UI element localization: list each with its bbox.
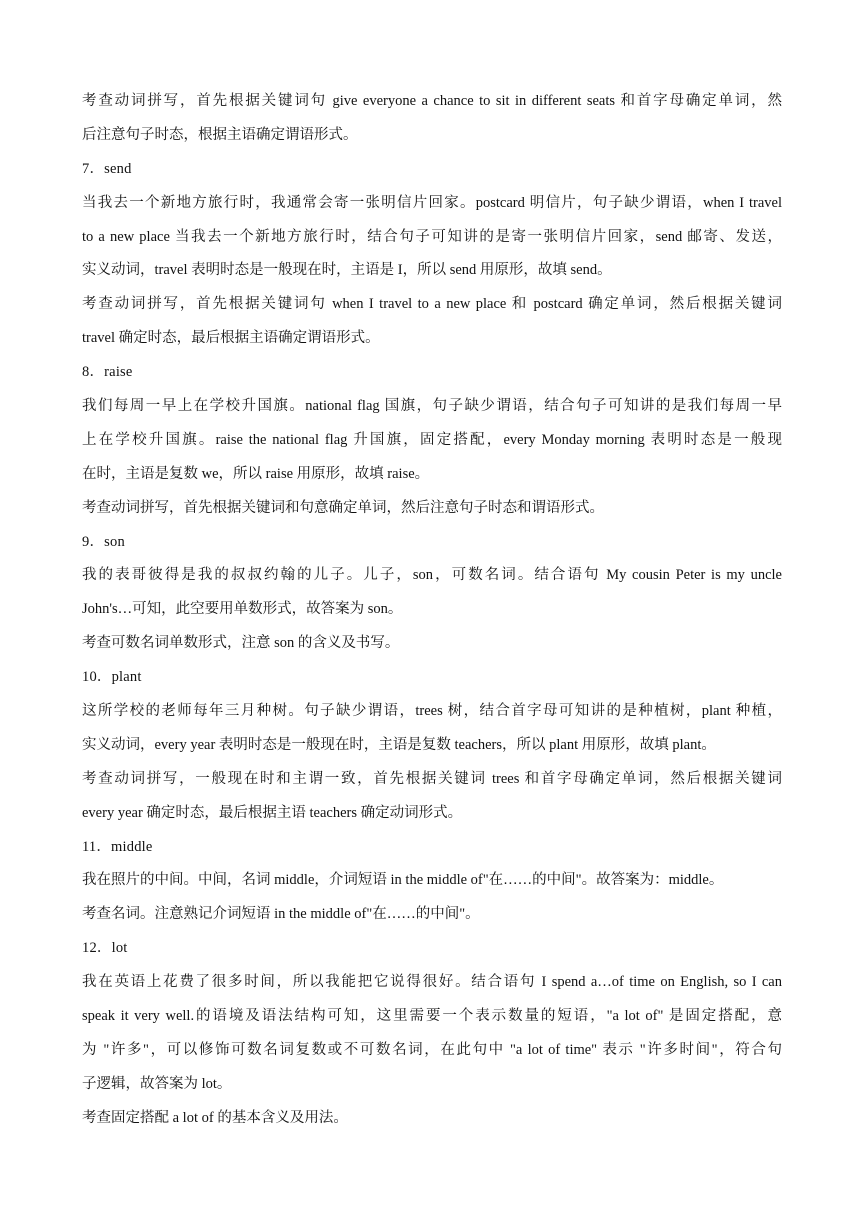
paragraph-line: 子逻辑，故答案为 lot。	[82, 1075, 232, 1092]
paragraph-line: 我在英语上花费了很多时间，所以我能把它说得很好。结合语句 I spend a…of time on English, so I can	[82, 974, 782, 991]
paragraph-line: 考查固定搭配 a lot of 的基本含义及用法。	[82, 1109, 348, 1126]
question-heading	[82, 356, 782, 390]
paragraph-line: 考查动词拼写，一般现在时和主谓一致，首先根据关键词 trees 和首字母确定单词，然后根据关键词	[82, 770, 782, 787]
paragraph-line: every year 确定时态，最后根据主语 teachers 确定动词形式。	[82, 804, 463, 821]
explanation-paragraph	[82, 898, 782, 932]
explanation-paragraph	[82, 864, 782, 898]
explanation-paragraph	[82, 85, 782, 153]
paragraph-line: 这所学校的老师每年三月种树。句子缺少谓语，trees 树，结合首字母可知讲的是种植树，plant 种植，	[82, 703, 782, 720]
explanation-paragraph	[82, 288, 782, 356]
explanation-paragraph	[82, 763, 782, 831]
explanation-paragraph	[82, 966, 782, 1102]
paragraph-line: 为 "许多"，可以修饰可数名词复数或不可数名词，在此句中 "a lot of time" 表示 "许多时间"，符合句	[82, 1041, 782, 1058]
explanation-paragraph	[82, 559, 782, 627]
question-heading	[82, 526, 782, 560]
paragraph-line: 我在照片的中间。中间，名词 middle，介词短语 in the middle of"在……的中间"。故答案为：middle。	[82, 872, 724, 889]
document-body	[82, 85, 782, 1136]
explanation-paragraph	[82, 627, 782, 661]
explanation-paragraph	[82, 1102, 782, 1136]
question-heading	[82, 831, 782, 865]
paragraph-line: 当我去一个新地方旅行时，我通常会寄一张明信片回家。postcard 明信片，句子缺少谓语，when I travel	[82, 194, 782, 211]
heading-text: 11．middle	[82, 838, 153, 855]
paragraph-line: 我们每周一早上在学校升国旗。national flag 国旗，句子缺少谓语，结合句子可知讲的是我们每周一早	[82, 398, 782, 415]
question-heading	[82, 932, 782, 966]
paragraph-line: 实义动词，travel 表明时态是一般现在时，主语是 I，所以 send 用原形，故填 send。	[82, 262, 612, 279]
paragraph-line: John's…可知，此空要用单数形式，故答案为 son。	[82, 601, 403, 618]
paragraph-line: 考查动词拼写，首先根据关键词句 give everyone a chance to sit in different seats 和首字母确定单词，然	[82, 93, 782, 109]
heading-text: 7．send	[82, 160, 132, 177]
paragraph-line: 考查动词拼写，首先根据关键词句 when I travel to a new place 和 postcard 确定单词，然后根据关键词	[82, 296, 782, 313]
paragraph-line: 在时，主语是复数 we，所以 raise 用原形，故填 raise。	[82, 465, 430, 482]
paragraph-line: 考查可数名词单数形式，注意 son 的含义及书写。	[82, 635, 400, 652]
heading-text: 8．raise	[82, 364, 133, 381]
explanation-paragraph	[82, 390, 782, 492]
heading-text: 12．lot	[82, 940, 128, 957]
paragraph-line: 后注意句子时态，根据主语确定谓语形式。	[82, 126, 358, 143]
paragraph-line: travel 确定时态，最后根据主语确定谓语形式。	[82, 330, 380, 347]
paragraph-line: 我的表哥彼得是我的叔叔约翰的儿子。儿子，son，可数名词。结合语句 My cousin Peter is my uncle	[82, 567, 782, 584]
question-heading	[82, 153, 782, 187]
heading-text: 10．plant	[82, 669, 142, 686]
question-heading	[82, 661, 782, 695]
explanation-paragraph	[82, 695, 782, 763]
paragraph-line: 实义动词，every year 表明时态是一般现在时，主语是复数 teachers，所以 plant 用原形，故填 plant。	[82, 736, 716, 753]
heading-text: 9．son	[82, 533, 125, 550]
paragraph-line: 考查动词拼写，首先根据关键词和句意确定单词，然后注意句子时态和谓语形式。	[82, 499, 604, 516]
paragraph-line: to a new place 当我去一个新地方旅行时，结合句子可知讲的是寄一张明信片回家，send 邮寄、发送，	[82, 228, 782, 245]
explanation-paragraph	[82, 492, 782, 526]
explanation-paragraph	[82, 187, 782, 289]
paragraph-line: 考查名词。注意熟记介词短语 in the middle of"在……的中间"。	[82, 906, 480, 923]
paragraph-line: 上在学校升国旗。raise the national flag 升国旗，固定搭配，every Monday morning 表明时态是一般现	[82, 431, 782, 448]
paragraph-line: speak it very well.的语境及语法结构可知，这里需要一个表示数量的短语，"a lot of" 是固定搭配，意	[82, 1008, 782, 1025]
